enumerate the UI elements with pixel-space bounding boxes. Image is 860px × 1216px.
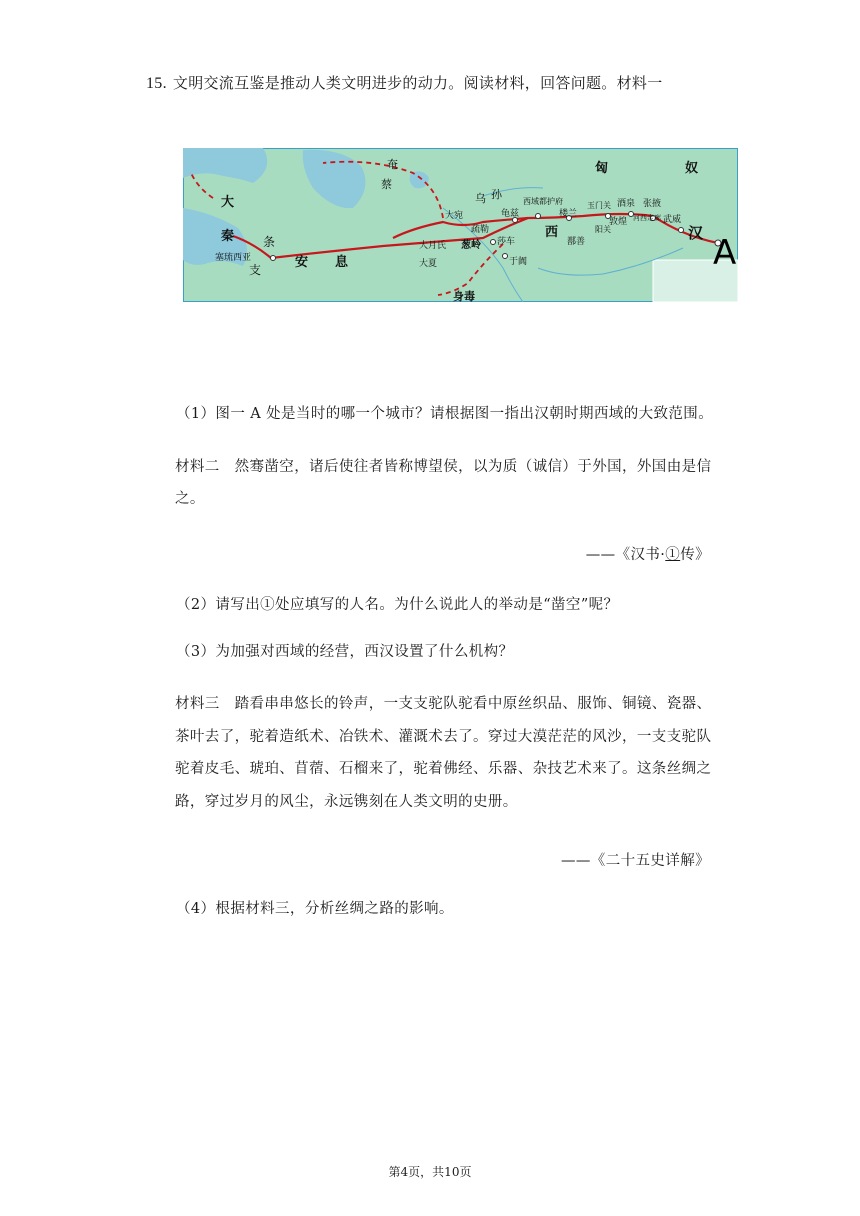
label-daxia: 大夏: [419, 259, 438, 269]
source-2-blank: ①: [665, 547, 681, 563]
label-wu: 乌: [475, 192, 486, 205]
label-shendu: 身毒: [453, 290, 475, 302]
label-xiongnu-2: 奴: [685, 161, 699, 176]
label-yangguan: 阳关: [595, 225, 611, 234]
label-da: 大: [221, 195, 235, 210]
city-dot-seleucia: [271, 256, 276, 261]
label-xi: 西: [545, 225, 559, 240]
material-3-line-4: 路，穿过岁月的风尘，永远镌刻在人类文明的史册。: [175, 793, 518, 810]
label-yutian: 于阗: [509, 257, 528, 267]
label-shache: 莎车: [497, 237, 516, 247]
label-anxi-2: 息: [335, 255, 349, 270]
label-shule: 疏勒: [471, 225, 490, 235]
label-jiuquan: 酒泉: [617, 199, 636, 209]
label-loulan: 楼兰: [559, 209, 578, 219]
material-2-line-2: 之。: [175, 491, 205, 507]
label-sun: 孙: [491, 188, 502, 201]
silk-road-map-svg: [183, 148, 738, 302]
label-seleucia: 塞琉西亚: [215, 253, 252, 263]
label-dunhuang: 敦煌: [609, 217, 628, 227]
label-xiongnu-1: 匈: [595, 161, 609, 176]
material-2: [175, 451, 735, 515]
silk-road-map: [183, 148, 738, 302]
material-3-line-2: 茶叶去了，驼着造纸术、冶铁术、灌溉术去了。穿过大漠茫茫的风沙，一支支驼队: [175, 728, 712, 745]
label-wuwei: 武威: [663, 215, 682, 225]
label-duhufu: 西域都护府: [523, 197, 563, 206]
city-dot-yutian: [503, 254, 508, 259]
label-anxi-1: 安: [295, 255, 309, 270]
question-4: （4）根据材料三，分析丝绸之路的影响。: [176, 901, 454, 917]
label-shanshan: 鄯善: [567, 237, 586, 247]
label-yumenguan: 玉门关: [587, 201, 611, 210]
city-dot-wuwei: [679, 228, 684, 233]
label-zhi: 支: [249, 263, 262, 277]
source-2-prefix: ——《汉书·: [585, 547, 666, 563]
question-stem-text: 文明交流互鉴是推动人类文明进步的动力。阅读材料，回答问题。材料一: [172, 74, 663, 92]
source-2-suffix: 传》: [680, 547, 710, 563]
label-han: 汉: [688, 224, 704, 242]
material-3: [175, 688, 745, 818]
label-cai: 蔡: [381, 178, 392, 191]
page-footer: 第4页，共10页: [388, 1165, 472, 1179]
source-3: ——《二十五史详解》: [561, 853, 710, 869]
question-3: （3）为加强对西域的经营，西汉设置了什么机构？: [176, 644, 514, 660]
label-zhangye: 张掖: [643, 199, 662, 209]
label-congling: 葱岭: [461, 240, 481, 251]
material-3-line-1: 材料三 踏看串串悠长的铃声，一支支驼队驼看中原丝织品、服饰、铜镜、瓷器、: [175, 696, 712, 712]
material-2-line-1: 材料二 然骞凿空，诸后使往者皆称博望侯，以为质（诚信）于外国，外国由是信: [175, 459, 712, 475]
label-tiao: 条: [263, 235, 276, 249]
label-a-marker: A: [713, 233, 737, 273]
label-dayuan: 大宛: [445, 211, 464, 221]
city-dot-shache: [491, 240, 496, 245]
label-yan: 奄: [387, 158, 398, 171]
label-qiuci: 龟兹: [501, 209, 520, 219]
city-dot-duhufu: [536, 214, 541, 219]
question-2: （2）请写出①处应填写的人名。为什么说此人的举动是“凿空”呢？: [176, 597, 619, 613]
label-dayuezhi: 大月氏: [419, 241, 447, 251]
label-qin: 秦: [221, 229, 235, 244]
label-hexi: 河西走廊: [633, 214, 661, 222]
source-2: [586, 543, 710, 564]
question-stem: [146, 72, 663, 93]
question-1: （1）图一 A 处是当时的哪一个城市？请根据图一指出汉朝时期西域的大致范围。: [176, 406, 714, 422]
material-3-line-3: 驼着皮毛、琥珀、苜蓿、石榴来了，驼着佛经、乐器、杂技艺术来了。这条丝绸之: [175, 761, 712, 777]
question-number: 15.: [146, 75, 167, 92]
